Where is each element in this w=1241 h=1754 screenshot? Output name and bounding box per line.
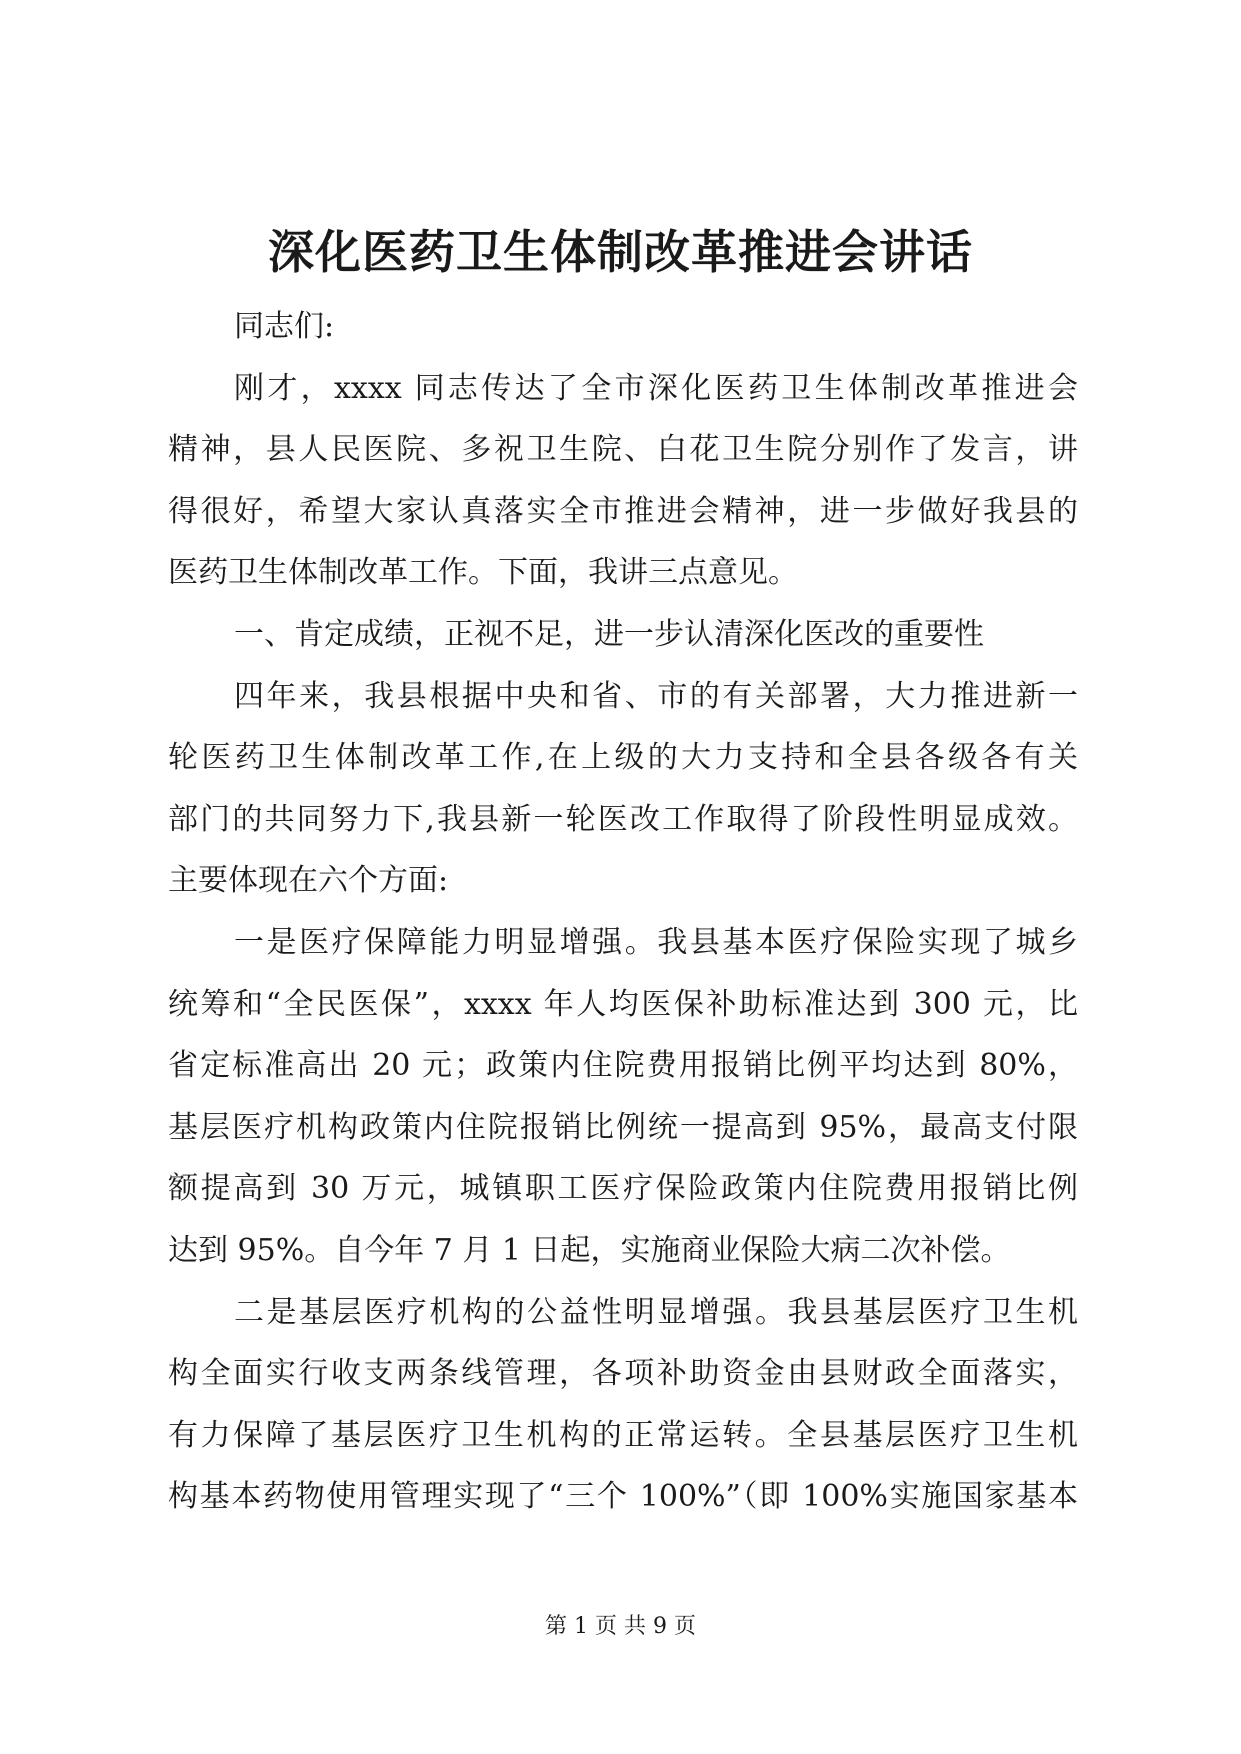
- text-line: 统筹和“全民医保”，xxxx 年人均医保补助标准达到 300 元，比: [168, 986, 1078, 1022]
- text-line: 基层医疗机构政策内住院报销比例统一提高到 95%，最高支付限: [168, 1109, 1078, 1145]
- text-line: 部门的共同努力下,我县新一轮医改工作取得了阶段性明显成效。: [168, 801, 1078, 837]
- text-line: 一、肯定成绩，正视不足，进一步认清深化医改的重要性: [234, 616, 984, 652]
- text-line: 轮医药卫生体制改革工作,在上级的大力支持和全县各级各有关: [168, 740, 1078, 776]
- text-line: 同志们:: [234, 309, 335, 344]
- document-body: [168, 296, 1078, 1528]
- text-line: 得很好，希望大家认真落实全市推进会精神，进一步做好我县的: [168, 493, 1078, 529]
- text-line: 主要体现在六个方面:: [168, 863, 449, 899]
- text-line: 一是医疗保障能力明显增强。我县基本医疗保险实现了城乡: [234, 924, 1078, 960]
- text-line: 刚才，xxxx 同志传达了全市深化医药卫生体制改革推进会: [234, 370, 1078, 406]
- text-line: 构全面实行收支两条线管理，各项补助资金由县财政全面落实，: [168, 1356, 1078, 1392]
- text-line: 有力保障了基层医疗卫生机构的正常运转。全县基层医疗卫生机: [168, 1417, 1078, 1453]
- text-line: 精神，县人民医院、多祝卫生院、白花卫生院分别作了发言，讲: [168, 432, 1078, 468]
- page-footer: 第 1 页 共 9 页: [545, 1614, 696, 1639]
- text-line: 四年来，我县根据中央和省、市的有关部署，大力推进新一: [234, 678, 1078, 714]
- document-title: 深化医药卫生体制改革推进会讲话: [268, 225, 973, 279]
- text-line: 二是基层医疗机构的公益性明显增强。我县基层医疗卫生机: [234, 1294, 1078, 1330]
- text-line: 省定标准高出 20 元；政策内住院费用报销比例平均达到 80%，: [168, 1048, 1078, 1084]
- text-line: 额提高到 30 万元，城镇职工医疗保险政策内住院费用报销比例: [168, 1171, 1078, 1207]
- text-line: 医药卫生体制改革工作。下面，我讲三点意见。: [168, 555, 798, 591]
- text-line: 构基本药物使用管理实现了“三个 100%”（即 100%实施国家基本: [168, 1479, 1078, 1515]
- text-line: 达到 95%。自今年 7 月 1 日起，实施商业保险大病二次补偿。: [168, 1232, 1011, 1268]
